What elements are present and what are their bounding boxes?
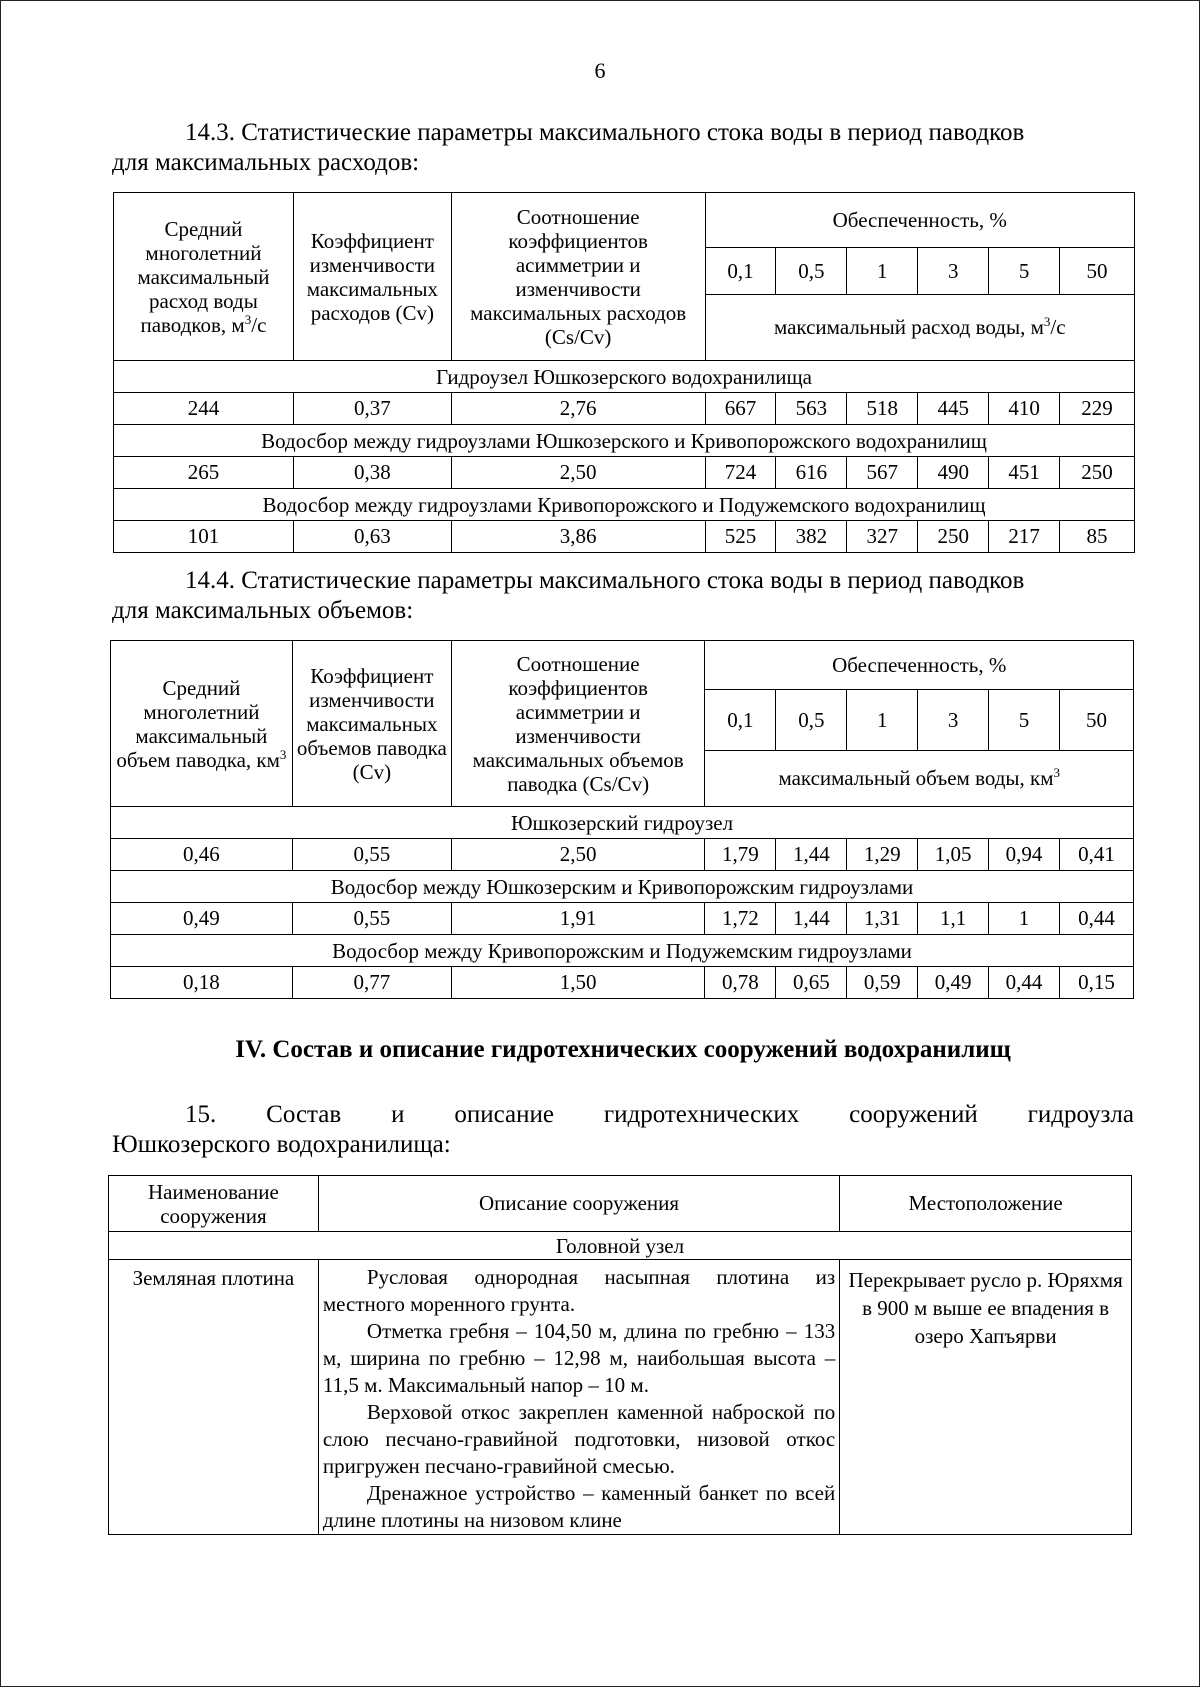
cell: 445 [918,393,989,425]
table-row [114,521,1135,553]
cell: 0,44 [989,967,1060,999]
cell: 0,77 [292,967,451,999]
header-structure-name: Наименование сооружения [109,1176,319,1232]
structure-location: Перекрывает русло р. Юряхмя в 900 м выше ее впадения в озеро Хапъярви [840,1260,1132,1535]
cell: 1 [989,903,1060,935]
paragraph-14-4 [112,566,1134,626]
cell: 0,49 [111,903,293,935]
group-title: Водосбор между Кривопорожским и Подужемским гидроузлами [111,935,1134,967]
header-cs-cv: Соотношение коэффициентов асимметрии и изменчивости максимальных объемов паводка (Cs/Cv) [451,641,705,807]
unit-row: максимальный объем воды, $км^3$ [705,751,1134,807]
cell: 0,59 [847,967,918,999]
table-row [111,839,1134,871]
cell: 1,44 [776,839,847,871]
paragraph-14-3-line2: для максимальных расходов: [112,149,420,176]
cell: 0,55 [292,903,451,935]
cell: 1,72 [705,903,776,935]
prob-header: 1 [847,248,918,295]
cell: 410 [989,393,1060,425]
prob-header: 50 [1060,248,1135,295]
group-title: Гидроузел Юшкозерского водохранилища [114,361,1135,393]
prob-header: 3 [918,248,989,295]
cell: 525 [705,521,776,553]
structure-name: Земляная плотина [109,1260,319,1535]
header-provision: Обеспеченность, % [705,193,1134,248]
unit-row: максимальный расход воды, $м^3/с$ [705,295,1134,361]
header-mean-volume: Средний многолетний максимальный объем паводка, $км^3$ [111,641,293,807]
cell: 3,86 [451,521,705,553]
page-number: 6 [594,58,606,83]
prob-header: 3 [918,690,989,751]
table-row [114,393,1135,425]
paragraph-15 [112,1100,1134,1160]
cell: 567 [847,457,918,489]
section-iv-heading: IV. Состав и описание гидротехнических сооружений водохранилищ [235,1036,1011,1063]
cell: 616 [776,457,847,489]
header-cs-cv: Соотношение коэффициентов асимметрии и изменчивости максимальных расходов (Cs/Cv) [451,193,705,361]
cell: 1,50 [451,967,705,999]
cell: 0,18 [111,967,293,999]
cell: 244 [114,393,294,425]
group-title: Водосбор между гидроузлами Юшкозерского и Кривопорожского водохранилищ [114,425,1135,457]
paragraph-14-3 [112,118,1134,178]
cell: 0,55 [292,839,451,871]
table-row [109,1260,1132,1535]
cell: 250 [1060,457,1135,489]
header-structure-location: Местоположение [840,1176,1132,1232]
cell: 518 [847,393,918,425]
cell: 563 [776,393,847,425]
cell: 327 [847,521,918,553]
prob-header: 0,5 [776,690,847,751]
cell: 0,94 [989,839,1060,871]
cell: 0,65 [776,967,847,999]
cell: 667 [705,393,776,425]
cell: 451 [989,457,1060,489]
prob-header: 0,1 [705,248,776,295]
cell: 1,44 [776,903,847,935]
header-cv: Коэффициент изменчивости максимальных расходов (Cv) [293,193,451,361]
cell: 0,15 [1060,967,1134,999]
cell: 0,41 [1060,839,1134,871]
description-paragraph: Дренажное устройство – каменный банкет по всей длине плотины на низовом клине [322,1481,836,1532]
header-mean-discharge: Средний многолетний максимальный расход воды паводков, $м^3/с$ [114,193,294,361]
cell: 0,78 [705,967,776,999]
cell: 0,38 [293,457,451,489]
description-paragraph: Верховой откос закреплен каменной наброской по слою песчано-гравийной подготовки, низовой откос пригружен песчано-гравийной смесью. [322,1400,836,1478]
structure-description [318,1260,839,1535]
cell: 2,76 [451,393,705,425]
cell: 1,1 [918,903,989,935]
table-max-discharge [113,192,1135,553]
group-title: Головной узел [109,1232,1132,1260]
prob-header: 1 [847,690,918,751]
prob-header: 50 [1060,690,1134,751]
table-row [111,967,1134,999]
prob-header: 5 [989,690,1060,751]
cell: 724 [705,457,776,489]
cell: 217 [989,521,1060,553]
paragraph-15-line2: Юшкозерского водохранилища: [112,1131,451,1158]
cell: 0,63 [293,521,451,553]
cell: 490 [918,457,989,489]
paragraph-14-3-line1: 14.3. Статистические параметры максимального стока воды в период паводков [185,119,1025,146]
description-paragraph: Русловая однородная насыпная плотина из местного моренного грунта. [322,1265,836,1316]
table-structures [108,1175,1132,1535]
cell: 0,37 [293,393,451,425]
header-cv: Коэффициент изменчивости максимальных объемов паводка (Cv) [292,641,451,807]
cell: 0,49 [918,967,989,999]
cell: 265 [114,457,294,489]
cell: 85 [1060,521,1135,553]
prob-header: 0,1 [705,690,776,751]
paragraph-14-4-line2: для максимальных объемов: [112,597,414,624]
header-structure-description: Описание сооружения [318,1176,839,1232]
group-title: Юшкозерский гидроузел [111,807,1134,839]
paragraph-14-4-line1: 14.4. Статистические параметры максимального стока воды в период паводков [185,567,1025,594]
cell: 1,91 [451,903,705,935]
cell: 2,50 [451,457,705,489]
table-row [114,457,1135,489]
cell: 382 [776,521,847,553]
cell: 1,79 [705,839,776,871]
cell: 0,46 [111,839,293,871]
cell: 250 [918,521,989,553]
paragraph-15-line1: 15. Состав и описание гидротехнических сооружений гидроузла [185,1101,1134,1128]
cell: 1,05 [918,839,989,871]
prob-header: 5 [989,248,1060,295]
header-provision: Обеспеченность, % [705,641,1134,690]
cell: 1,29 [847,839,918,871]
cell: 1,31 [847,903,918,935]
cell: 101 [114,521,294,553]
prob-header: 0,5 [776,248,847,295]
cell: 0,44 [1060,903,1134,935]
table-row [111,903,1134,935]
group-title: Водосбор между гидроузлами Кривопорожского и Подужемского водохранилищ [114,489,1135,521]
cell: 2,50 [451,839,705,871]
group-title: Водосбор между Юшкозерским и Кривопорожским гидроузлами [111,871,1134,903]
description-paragraph: Отметка гребня – 104,50 м, длина по гребню – 133 м, ширина по гребню – 12,98 м, наибольшая высота – 11,5 м. Максимальный напор – 10 м. [322,1319,836,1397]
cell: 229 [1060,393,1135,425]
table-max-volume [110,640,1134,999]
